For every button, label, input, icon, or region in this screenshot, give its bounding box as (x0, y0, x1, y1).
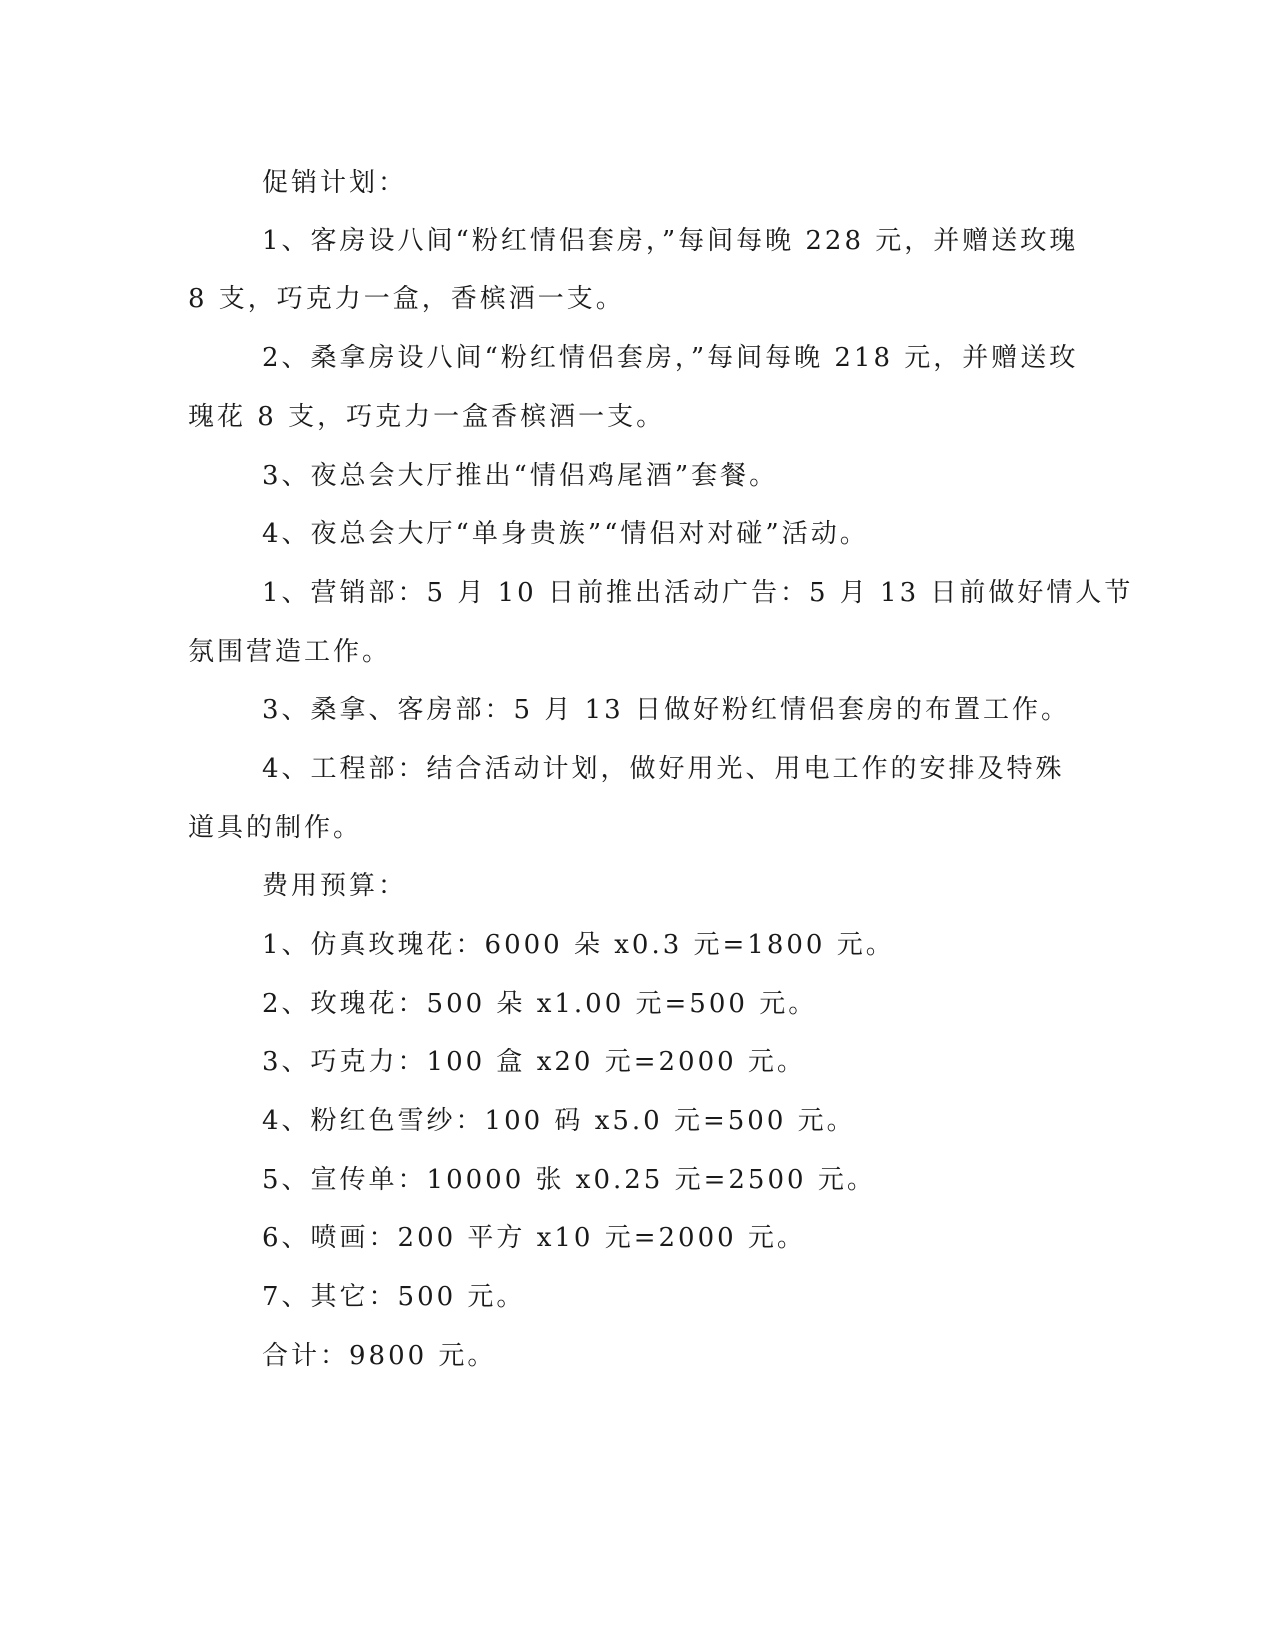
promo-item-1-line-1: 1、客房设八间“粉红情侣套房，”每间每晚 228 元，并赠送玫瑰 (262, 226, 1079, 256)
budget-item-7: 7、其它：500 元。 (262, 1282, 526, 1312)
dept-item-4-line-2: 道具的制作。 (188, 813, 363, 843)
promo-item-1-line-2: 8 支，巧克力一盒，香槟酒一支。 (188, 284, 625, 314)
promo-item-3: 3、夜总会大厅推出“情侣鸡尾酒”套餐。 (262, 461, 779, 491)
budget-item-2: 2、玫瑰花：500 朵 x1.00 元=500 元。 (262, 989, 818, 1019)
dept-item-1-line-2: 氛围营造工作。 (188, 637, 392, 667)
budget-item-4: 4、粉红色雪纱：100 码 x5.0 元=500 元。 (262, 1106, 856, 1136)
dept-item-4-line-1: 4、工程部：结合活动计划，做好用光、用电工作的安排及特殊 (262, 754, 1065, 784)
budget-item-3: 3、巧克力：100 盒 x20 元=2000 元。 (262, 1047, 806, 1077)
promo-item-2-line-2: 瑰花 8 支，巧克力一盒香槟酒一支。 (188, 402, 666, 432)
budget-item-5: 5、宣传单：10000 张 x0.25 元=2500 元。 (262, 1165, 876, 1195)
budget-item-1: 1、仿真玫瑰花：6000 朵 x0.3 元=1800 元。 (262, 930, 895, 960)
promo-heading: 促销计划： (262, 168, 408, 198)
budget-heading: 费用预算： (262, 871, 408, 901)
promo-item-4: 4、夜总会大厅“单身贵族”“情侣对对碰”活动。 (262, 519, 869, 549)
promo-item-2-line-1: 2、桑拿房设八间“粉红情侣套房，”每间每晚 218 元，并赠送玫 (262, 343, 1079, 373)
budget-item-6: 6、喷画：200 平方 x10 元=2000 元。 (262, 1223, 806, 1253)
budget-total: 合计：9800 元。 (262, 1341, 497, 1371)
dept-item-1-line-1: 1、营销部：5 月 10 日前推出活动广告：5 月 13 日前做好情人节 (262, 578, 1134, 608)
dept-item-3: 3、桑拿、客房部：5 月 13 日做好粉红情侣套房的布置工作。 (262, 695, 1070, 725)
